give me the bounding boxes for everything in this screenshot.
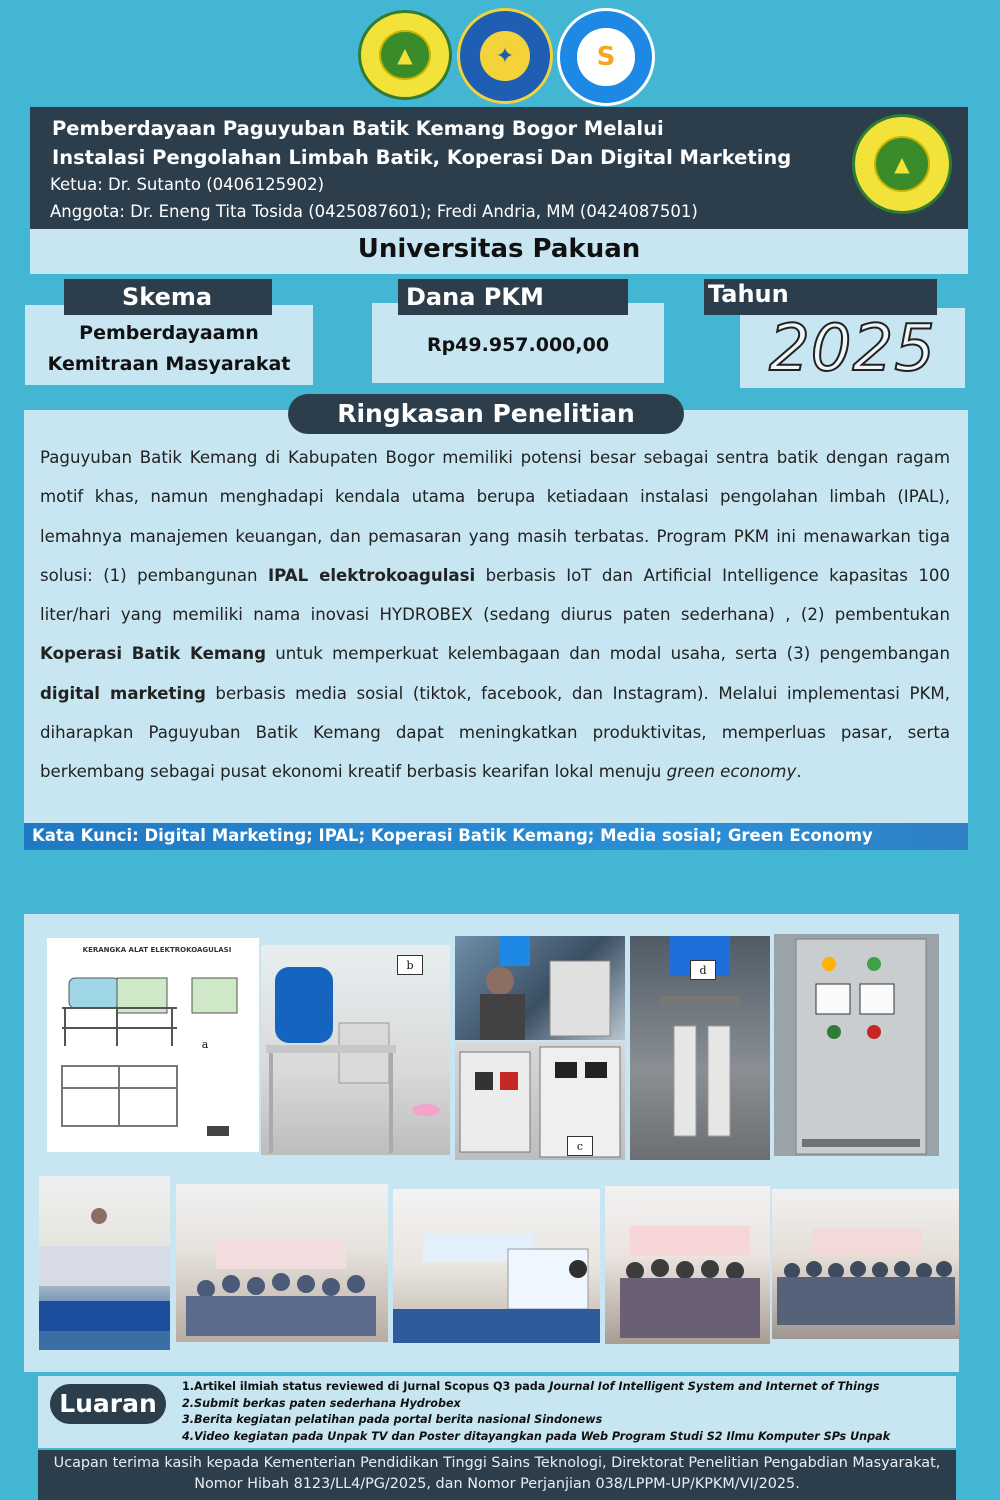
tahun-value: 2025 [769, 312, 936, 386]
skema-value-line-2: Kemitraan Masyarakat [47, 353, 291, 375]
abstract-bold-digital: digital marketing [40, 683, 206, 703]
panel-assembly-photo-bottom [455, 1042, 625, 1160]
university-name: Universitas Pakuan [357, 234, 641, 264]
tut-wuri-emblem-icon: ✦ [480, 31, 530, 81]
dana-value: Rp49.957.000,00 [426, 334, 610, 356]
workshop-participants-illustration [39, 1176, 170, 1350]
title-line-2: Instalasi Pengolahan Limbah Batik, Koperasi Dan Digital Marketing [52, 146, 792, 169]
luaran-label: Luaran [50, 1384, 166, 1424]
diktisaintek-emblem-icon: S [577, 28, 634, 85]
luaran-list [182, 1379, 952, 1445]
activity-photo-3 [393, 1189, 600, 1343]
acknowledgement-line-1: Ucapan terima kasih kepada Kementerian Pendidikan Tinggi Sains Teknologi, Direktorat Penelitian Pengabdian Masyarakat, [53, 1455, 941, 1471]
luaran-item [182, 1412, 952, 1429]
abstract-italic-green: green economy [666, 762, 797, 782]
universitas-pakuan-side-logo [852, 114, 952, 214]
activity-photo-1 [39, 1176, 170, 1350]
group-photo-illustration [176, 1184, 388, 1342]
activity-photo-4 [605, 1186, 770, 1344]
abstract-bold-ipal: IPAL elektrokoagulasi [267, 565, 476, 585]
electrode-pipe-photo [630, 936, 770, 1160]
ketua-line: Ketua: Dr. Sutanto (0406125902) [50, 175, 325, 194]
abstract-part-5: . [796, 762, 802, 782]
activity-photo-5 [772, 1189, 959, 1339]
technician-wiring-illustration [455, 936, 625, 1040]
universitas-pakuan-logo [358, 10, 452, 100]
group-standing-illustration [605, 1186, 770, 1344]
ipal-tank-photo [261, 945, 450, 1155]
acknowledgement-text [38, 1453, 956, 1495]
luaran-item-text: 3.Berita kegiatan pelatihan pada portal berita nasional Sindonews [182, 1413, 603, 1426]
blue-tank-illustration [261, 945, 450, 1155]
luaran-item-text: 1.Artikel ilmiah status reviewed di Jurnal Scopus Q3 pada [182, 1380, 550, 1393]
acknowledgement-line-2: Nomor Hibah 8123/LL4/PG/2025, dan Nomor Perjanjian 038/LPPM-UP/KPKM/VI/2025. [194, 1476, 800, 1492]
abstract-part-1: Paguyuban Batik Kemang di Kabupaten Bogor memiliki potensi besar sebagai sentra batik dengan ragam motif khas, namun menghadapi kendala utama berupa ketiadaan instalasi pengolahan limbah (IPAL), lemahnya manajemen keuangan, dan pemasaran yang masih terbatas. Program PKM ini menawarkan tiga solusi: (1) pembangunan [40, 448, 950, 585]
title-line-1: Pemberdayaan Paguyuban Batik Kemang Bogor Melalui [52, 117, 664, 140]
presentation-screen-illustration [393, 1189, 600, 1343]
poster-title [52, 114, 842, 172]
diktisaintek-berdampak-logo [557, 8, 655, 106]
pakuan-emblem-icon: ▲ [379, 30, 432, 80]
abstract-text [40, 438, 950, 792]
activity-photo-2 [176, 1184, 388, 1342]
keywords-bar: Kata Kunci: Digital Marketing; IPAL; Koperasi Batik Kemang; Media sosial; Green Economy [24, 823, 968, 850]
diagram-photo [47, 938, 259, 1152]
luaran-item [182, 1429, 952, 1446]
abstract-bold-koperasi: Koperasi Batik Kemang [40, 644, 267, 664]
skema-label: Skema [64, 279, 272, 315]
control-panel-illustration [774, 934, 939, 1156]
skema-value [25, 318, 313, 380]
control-panel-internals-illustration [455, 1042, 625, 1160]
tahun-label: Tahun [704, 279, 937, 315]
abstract-heading: Ringkasan Penelitian [288, 394, 684, 434]
electrocoagulation-frame-diagram [47, 938, 259, 1152]
pakuan-emblem-icon: ▲ [874, 136, 930, 192]
photo-label-d: d [690, 960, 716, 980]
skema-value-line-1: Pemberdayaamn [79, 322, 259, 344]
diagram-title: KERANGKA ALAT ELEKTROKOAGULASI [82, 946, 232, 954]
abstract-part-3: untuk memperkuat kelembagaan dan modal usaha, serta (3) pengembangan [266, 644, 950, 664]
abstract-part-4: berbasis media sosial (tiktok, facebook, dan Instagram). Melalui implementasi PKM, diharapkan Paguyuban Batik Kemang dapat meningkatkan produktivitas, memperluas pasar, serta berkembang sebagai pusat ekonomi kreatif berbasis kearifan lokal menuju [40, 683, 950, 782]
group-seated-illustration [772, 1189, 959, 1339]
photo-label-a: a [201, 1038, 209, 1051]
luaran-item [182, 1379, 952, 1396]
anggota-line: Anggota: Dr. Eneng Tita Tosida (0425087601); Fredi Andria, MM (0424087501) [50, 202, 698, 221]
dana-label: Dana PKM [398, 279, 628, 315]
abstract-part-2: berbasis IoT dan Artificial Intelligence kapasitas 100 liter/hari yang memiliki nama inovasi HYDROBEX (sedang diurus paten sederhana) , (2) pembentukan [40, 565, 951, 625]
luaran-item-journal: Journal Iof Intelligent System and Internet of Things [549, 1380, 880, 1393]
control-panel-photo [774, 934, 939, 1156]
photo-label-b: b [397, 955, 423, 975]
luaran-item-text: 2.Submit berkas paten sederhana Hydrobex [182, 1396, 461, 1410]
panel-assembly-photo-top [455, 936, 625, 1040]
tut-wuri-handayani-logo [457, 8, 553, 104]
photo-label-c: c [567, 1136, 593, 1156]
luaran-item-text: 4.Video kegiatan pada Unpak TV dan Poster ditayangkan pada Web Program Studi S2 Ilmu Komputer SPs Unpak [182, 1429, 891, 1443]
luaran-item [182, 1396, 952, 1413]
